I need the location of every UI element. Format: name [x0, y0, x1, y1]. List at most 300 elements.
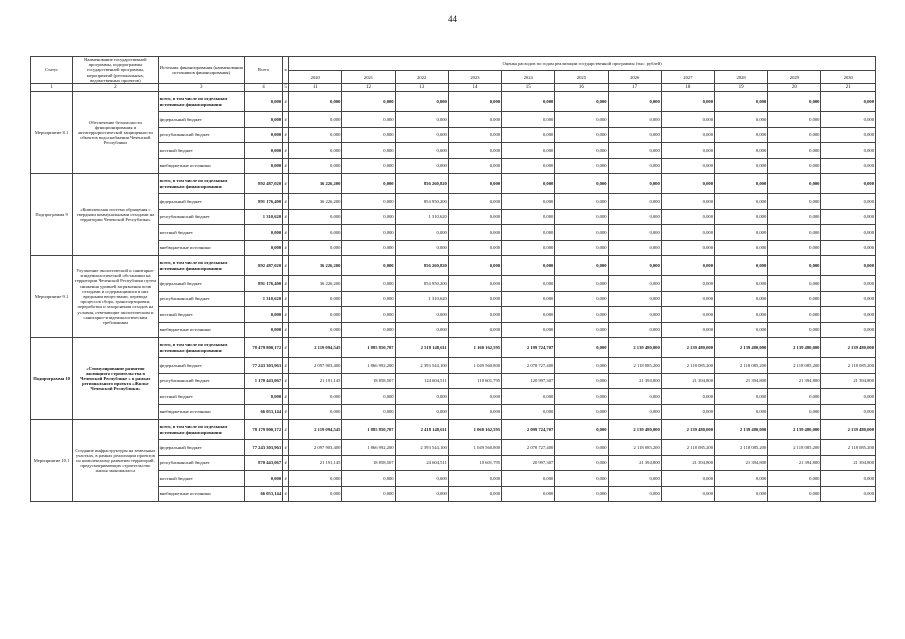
- row-value: 0,000: [342, 276, 395, 292]
- row-value: 0,000: [715, 209, 768, 225]
- row-value: 0,000: [448, 158, 501, 174]
- row-value: 0,000: [821, 158, 876, 174]
- row-value: 0,000: [715, 404, 768, 420]
- row-value: 120 997,307: [502, 373, 555, 389]
- row-value: 0,000: [661, 486, 714, 502]
- table-row: [31, 420, 876, 440]
- row-value: 21 394,800: [768, 455, 821, 471]
- row-value: 0,000: [661, 225, 714, 241]
- row-value: 0,000: [395, 92, 448, 112]
- row-marker: #: [283, 420, 289, 440]
- header-year: 2028: [715, 71, 768, 84]
- row-value: 0,000: [289, 471, 342, 487]
- row-value: 0,000: [289, 112, 342, 128]
- table-row: [31, 455, 876, 471]
- row-value: 0,000: [661, 471, 714, 487]
- row-source: всего, в том числе по отдельным источникам финансирования:: [158, 174, 244, 194]
- row-value: 0,000: [502, 486, 555, 502]
- row-value: 36 226,200: [289, 194, 342, 210]
- row-value: 0,000: [448, 404, 501, 420]
- row-total: 66 053,144: [244, 404, 282, 420]
- row-value: 0,000: [555, 92, 608, 112]
- row-marker: #: [283, 389, 289, 405]
- row-value: 0,000: [448, 92, 501, 112]
- table-row: [31, 338, 876, 358]
- row-value: 0,000: [661, 92, 714, 112]
- row-value: 0,000: [821, 256, 876, 276]
- row-value: 0,000: [821, 322, 876, 338]
- row-value: 0,000: [502, 240, 555, 256]
- row-value: 36 226,200: [289, 256, 342, 276]
- row-value: 0,000: [608, 471, 661, 487]
- row-value: 0,000: [342, 158, 395, 174]
- row-value: 0,000: [768, 194, 821, 210]
- row-value: 0,000: [342, 143, 395, 159]
- row-value: 854 950,200: [395, 276, 448, 292]
- table-row: [31, 322, 876, 338]
- row-value: 0,000: [821, 92, 876, 112]
- row-value: 1 310,620: [395, 209, 448, 225]
- row-value: 0,000: [448, 276, 501, 292]
- row-value: 0,000: [555, 373, 608, 389]
- row-value: 2 393 544,100: [395, 358, 448, 374]
- row-value: 110 601,795: [448, 373, 501, 389]
- row-value: 0,000: [448, 307, 501, 323]
- row-source: внебюджетные источники: [158, 240, 244, 256]
- row-value: 0,000: [395, 158, 448, 174]
- row-marker: #: [283, 112, 289, 128]
- row-value: 1 049 560,800: [448, 440, 501, 456]
- row-value: 0,000: [715, 174, 768, 194]
- row-value: 2 139 480,000: [608, 338, 661, 358]
- row-value: 0,000: [821, 209, 876, 225]
- row-value: 0,000: [821, 389, 876, 405]
- row-value: 2 099 724,707: [502, 420, 555, 440]
- row-value: 2 118 085,200: [715, 358, 768, 374]
- row-value: 10 601,795: [448, 455, 501, 471]
- row-value: 2 139 480,000: [821, 338, 876, 358]
- row-value: 0,000: [289, 92, 342, 112]
- row-value: 0,000: [715, 471, 768, 487]
- row-value: 0,000: [768, 92, 821, 112]
- row-value: 21 394,800: [608, 455, 661, 471]
- row-value: 0,000: [768, 322, 821, 338]
- table-row: [31, 440, 876, 456]
- row-value: 0,000: [661, 174, 714, 194]
- row-value: 36 226,200: [289, 276, 342, 292]
- row-source: внебюджетные источники: [158, 322, 244, 338]
- row-value: 0,000: [502, 225, 555, 241]
- row-value: 2 139 480,000: [821, 420, 876, 440]
- row-value: 0,000: [821, 112, 876, 128]
- row-value: 0,000: [289, 225, 342, 241]
- row-source: всего, в том числе по отдельным источникам финансирования:: [158, 338, 244, 358]
- table-row: [31, 209, 876, 225]
- row-source: местный бюджет: [158, 143, 244, 159]
- row-value: 0,000: [608, 389, 661, 405]
- row-name: «Стимулирование развития жилищного строительства в Чеченской Республике » в рамках регионального проекта «Жилье Чеченской Республики»: [73, 338, 158, 420]
- row-value: 0,000: [661, 209, 714, 225]
- row-value: 0,000: [821, 194, 876, 210]
- row-status: Мероприятие 8.1: [31, 92, 73, 174]
- row-value: 0,000: [395, 471, 448, 487]
- row-value: 0,000: [608, 92, 661, 112]
- row-value: 0,000: [715, 92, 768, 112]
- row-total: 0,000: [244, 143, 282, 159]
- row-value: 0,000: [608, 486, 661, 502]
- row-value: 0,000: [555, 322, 608, 338]
- row-value: 0,000: [768, 225, 821, 241]
- row-value: 0,000: [661, 143, 714, 159]
- row-total: 0,000: [244, 158, 282, 174]
- table-row: [31, 174, 876, 194]
- column-number: 5: [284, 84, 287, 90]
- row-value: 0,000: [768, 143, 821, 159]
- row-marker: #: [283, 373, 289, 389]
- row-value: 0,000: [555, 240, 608, 256]
- row-marker: #: [283, 486, 289, 502]
- row-value: 0,000: [821, 240, 876, 256]
- row-value: 2 078 727,400: [502, 440, 555, 456]
- table-row: [31, 225, 876, 241]
- row-value: 0,000: [608, 322, 661, 338]
- row-total: 0,000: [244, 322, 282, 338]
- row-value: 0,000: [448, 194, 501, 210]
- row-total: 1 170 443,067: [244, 373, 282, 389]
- row-value: 0,000: [502, 307, 555, 323]
- row-value: 0,000: [342, 471, 395, 487]
- table-row: [31, 373, 876, 389]
- row-value: 0,000: [289, 240, 342, 256]
- row-value: 0,000: [502, 389, 555, 405]
- row-value: 1 866 992,200: [342, 440, 395, 456]
- header-status: Статус: [31, 57, 73, 84]
- row-source: республиканский бюджет: [158, 209, 244, 225]
- row-marker: #: [283, 322, 289, 338]
- row-source: всего, в том числе по отдельным источникам финансирования:: [158, 420, 244, 440]
- row-marker: #: [283, 225, 289, 241]
- table-row: [31, 486, 876, 502]
- column-number: 12: [342, 84, 395, 92]
- row-value: 0,000: [661, 389, 714, 405]
- row-value: 2 139 480,000: [608, 420, 661, 440]
- row-value: 0,000: [502, 127, 555, 143]
- row-value: 1 885 850,707: [342, 338, 395, 358]
- row-value: 856 260,820: [395, 256, 448, 276]
- column-number: 14: [448, 84, 501, 92]
- row-total: 0,000: [244, 112, 282, 128]
- table-row: [31, 127, 876, 143]
- row-value: 0,000: [395, 307, 448, 323]
- row-marker: #: [283, 127, 289, 143]
- row-value: 0,000: [768, 389, 821, 405]
- row-value: 0,000: [342, 225, 395, 241]
- header-year: 2020: [289, 71, 342, 84]
- row-value: 2 118 085,200: [661, 440, 714, 456]
- column-number: 19: [715, 84, 768, 92]
- row-value: 854 950,200: [395, 194, 448, 210]
- row-value: 0,000: [555, 225, 608, 241]
- row-value: 0,000: [608, 240, 661, 256]
- row-value: 0,000: [715, 240, 768, 256]
- row-value: 2 097 903,400: [289, 358, 342, 374]
- row-value: 124 604,511: [395, 373, 448, 389]
- row-value: 0,000: [715, 112, 768, 128]
- row-value: 0,000: [821, 127, 876, 143]
- row-total: 0,000: [244, 92, 282, 112]
- row-value: 0,000: [342, 307, 395, 323]
- row-marker: #: [283, 471, 289, 487]
- row-value: 2 518 148,611: [395, 338, 448, 358]
- row-value: 0,000: [608, 158, 661, 174]
- row-value: 0,000: [715, 276, 768, 292]
- row-value: 21 394,800: [661, 373, 714, 389]
- row-value: 1 310,620: [395, 291, 448, 307]
- row-total: 1 310,620: [244, 209, 282, 225]
- row-value: 0,000: [715, 127, 768, 143]
- row-value: 0,000: [502, 92, 555, 112]
- column-number: 1: [31, 84, 73, 92]
- row-value: 0,000: [448, 127, 501, 143]
- row-status: Подпрограмма 9: [31, 174, 73, 256]
- row-source: федеральный бюджет: [158, 112, 244, 128]
- row-value: 0,000: [661, 158, 714, 174]
- row-value: 1 885 850,707: [342, 420, 395, 440]
- row-marker: #: [283, 143, 289, 159]
- row-value: 0,000: [608, 143, 661, 159]
- row-status: Мероприятие 10.1: [31, 420, 73, 502]
- row-value: 0,000: [342, 486, 395, 502]
- row-value: 0,000: [289, 307, 342, 323]
- row-value: 0,000: [715, 158, 768, 174]
- row-source: республиканский бюджет: [158, 455, 244, 471]
- column-number: 13: [395, 84, 448, 92]
- row-value: 0,000: [395, 322, 448, 338]
- row-marker: #: [283, 194, 289, 210]
- row-value: 0,000: [448, 322, 501, 338]
- row-value: 21 394,800: [715, 455, 768, 471]
- row-value: 0,000: [821, 291, 876, 307]
- row-value: 0,000: [768, 209, 821, 225]
- row-total: 0,000: [244, 471, 282, 487]
- row-value: 0,000: [342, 389, 395, 405]
- row-value: 2 118 085,200: [768, 358, 821, 374]
- row-value: 0,000: [715, 389, 768, 405]
- row-value: 0,000: [502, 143, 555, 159]
- row-value: 0,000: [502, 291, 555, 307]
- row-value: 0,000: [768, 240, 821, 256]
- header-r: в: [283, 57, 289, 84]
- row-marker: #: [283, 358, 289, 374]
- row-value: 1 160 162,595: [448, 338, 501, 358]
- row-source: федеральный бюджет: [158, 276, 244, 292]
- row-value: 0,000: [342, 194, 395, 210]
- row-value: 0,000: [608, 174, 661, 194]
- row-value: 0,000: [555, 194, 608, 210]
- row-value: 0,000: [395, 112, 448, 128]
- row-value: 0,000: [448, 240, 501, 256]
- row-source: местный бюджет: [158, 307, 244, 323]
- row-value: 0,000: [555, 338, 608, 358]
- column-number: 3: [158, 84, 244, 92]
- page-number: 44: [448, 14, 457, 24]
- row-value: 0,000: [715, 486, 768, 502]
- budget-table: [30, 56, 876, 502]
- row-value: 0,000: [661, 112, 714, 128]
- row-value: 0,000: [821, 225, 876, 241]
- row-marker: #: [283, 307, 289, 323]
- row-value: 0,000: [555, 404, 608, 420]
- row-value: 0,000: [555, 486, 608, 502]
- header-year: 2030: [821, 71, 876, 84]
- row-source: местный бюджет: [158, 471, 244, 487]
- row-marker: #: [283, 256, 289, 276]
- row-source: внебюджетные источники: [158, 404, 244, 420]
- row-value: 0,000: [661, 291, 714, 307]
- row-value: 0,000: [821, 471, 876, 487]
- row-total: 0,000: [244, 225, 282, 241]
- row-value: 0,000: [448, 291, 501, 307]
- row-value: 0,000: [661, 256, 714, 276]
- row-marker: #: [283, 338, 289, 358]
- row-value: 0,000: [768, 112, 821, 128]
- row-value: 0,000: [608, 194, 661, 210]
- table-row: [31, 112, 876, 128]
- row-value: 1 866 992,200: [342, 358, 395, 374]
- row-source: внебюджетные источники: [158, 486, 244, 502]
- row-value: 0,000: [608, 225, 661, 241]
- row-value: 0,000: [289, 143, 342, 159]
- table-row: [31, 240, 876, 256]
- column-number: 18: [661, 84, 714, 92]
- row-value: 0,000: [555, 174, 608, 194]
- row-value: 0,000: [289, 127, 342, 143]
- row-value: 0,000: [555, 455, 608, 471]
- row-value: 0,000: [342, 291, 395, 307]
- row-total: 0,000: [244, 307, 282, 323]
- table-row: [31, 404, 876, 420]
- row-source: республиканский бюджет: [158, 291, 244, 307]
- row-value: 2 118 085,200: [768, 440, 821, 456]
- row-source: республиканский бюджет: [158, 127, 244, 143]
- row-value: 18 858,507: [342, 373, 395, 389]
- row-value: 0,000: [661, 276, 714, 292]
- row-marker: #: [283, 404, 289, 420]
- row-value: 0,000: [555, 471, 608, 487]
- row-total: 66 053,144: [244, 486, 282, 502]
- row-source: местный бюджет: [158, 389, 244, 405]
- row-value: 2 393 544,100: [395, 440, 448, 456]
- row-total: 0,000: [244, 240, 282, 256]
- table-row: [31, 358, 876, 374]
- row-total: 0,000: [244, 127, 282, 143]
- row-total: 891 176,400: [244, 194, 282, 210]
- row-value: 0,000: [555, 307, 608, 323]
- column-number: 11: [289, 84, 342, 92]
- row-total: 78 479 800,172: [244, 338, 282, 358]
- row-value: 0,000: [395, 143, 448, 159]
- row-value: 0,000: [448, 486, 501, 502]
- row-value: 0,000: [715, 307, 768, 323]
- row-value: 0,000: [502, 194, 555, 210]
- row-value: 0,000: [395, 389, 448, 405]
- row-value: 0,000: [342, 112, 395, 128]
- row-value: 0,000: [821, 307, 876, 323]
- row-value: 0,000: [768, 471, 821, 487]
- row-source: всего, в том числе по отдельным источникам финансирования:: [158, 256, 244, 276]
- row-value: 0,000: [289, 158, 342, 174]
- row-value: 0,000: [555, 158, 608, 174]
- row-value: 21 394,800: [821, 455, 876, 471]
- row-value: 0,000: [821, 174, 876, 194]
- row-value: 0,000: [661, 307, 714, 323]
- row-value: 0,000: [502, 112, 555, 128]
- row-value: 24 604,511: [395, 455, 448, 471]
- row-value: 0,000: [502, 471, 555, 487]
- row-value: 0,000: [608, 256, 661, 276]
- row-value: 1 049 560,800: [448, 358, 501, 374]
- row-value: 0,000: [768, 174, 821, 194]
- column-number: 2: [73, 84, 158, 92]
- row-value: 0,000: [555, 112, 608, 128]
- column-number: 4: [244, 84, 282, 92]
- row-value: 0,000: [448, 112, 501, 128]
- header-year: 2023: [448, 71, 501, 84]
- column-number: 20: [768, 84, 821, 92]
- row-value: 0,000: [448, 143, 501, 159]
- row-total: 892 487,020: [244, 174, 282, 194]
- column-number: 15: [502, 84, 555, 92]
- row-value: 1 060 162,595: [448, 420, 501, 440]
- row-value: 0,000: [448, 225, 501, 241]
- row-value: 0,000: [768, 307, 821, 323]
- row-value: 20 997,307: [502, 455, 555, 471]
- row-value: 0,000: [555, 209, 608, 225]
- row-value: 0,000: [555, 291, 608, 307]
- row-value: 0,000: [289, 486, 342, 502]
- row-value: 0,000: [608, 127, 661, 143]
- row-value: 0,000: [502, 256, 555, 276]
- row-value: 0,000: [608, 209, 661, 225]
- row-source: федеральный бюджет: [158, 440, 244, 456]
- column-number: 16: [555, 84, 608, 92]
- row-value: 2 078 727,400: [502, 358, 555, 374]
- row-value: 0,000: [448, 174, 501, 194]
- row-value: 0,000: [502, 158, 555, 174]
- row-value: 0,000: [661, 240, 714, 256]
- row-value: 0,000: [608, 404, 661, 420]
- header-name: Наименование государственной программы, подпрограммы государственной программы, мероприятий (региональных, ведомственных проектов): [73, 57, 158, 84]
- row-name: «Комплексная система обращения с твердыми коммунальными отходами на территории Чеченской Республики»: [73, 174, 158, 256]
- column-number: 21: [821, 84, 876, 92]
- row-value: 2 139 480,000: [715, 420, 768, 440]
- row-value: 2 097 903,400: [289, 440, 342, 456]
- row-total: 1 310,620: [244, 291, 282, 307]
- header-group: Оценка расходов по годам реализации государственной программы (тыс. рублей): [289, 57, 876, 71]
- header-source: Источник финансирования (наименования источников финансирования): [158, 57, 244, 84]
- row-value: 0,000: [342, 174, 395, 194]
- row-value: 0,000: [289, 322, 342, 338]
- row-status: Подпрограмма 10: [31, 338, 73, 420]
- row-value: 0,000: [821, 486, 876, 502]
- row-marker: #: [283, 276, 289, 292]
- row-source: республиканский бюджет: [158, 373, 244, 389]
- column-number: 17: [608, 84, 661, 92]
- row-source: внебюджетные источники: [158, 158, 244, 174]
- row-total: 78 179 800,172: [244, 420, 282, 440]
- row-value: 0,000: [289, 389, 342, 405]
- row-value: 0,000: [502, 174, 555, 194]
